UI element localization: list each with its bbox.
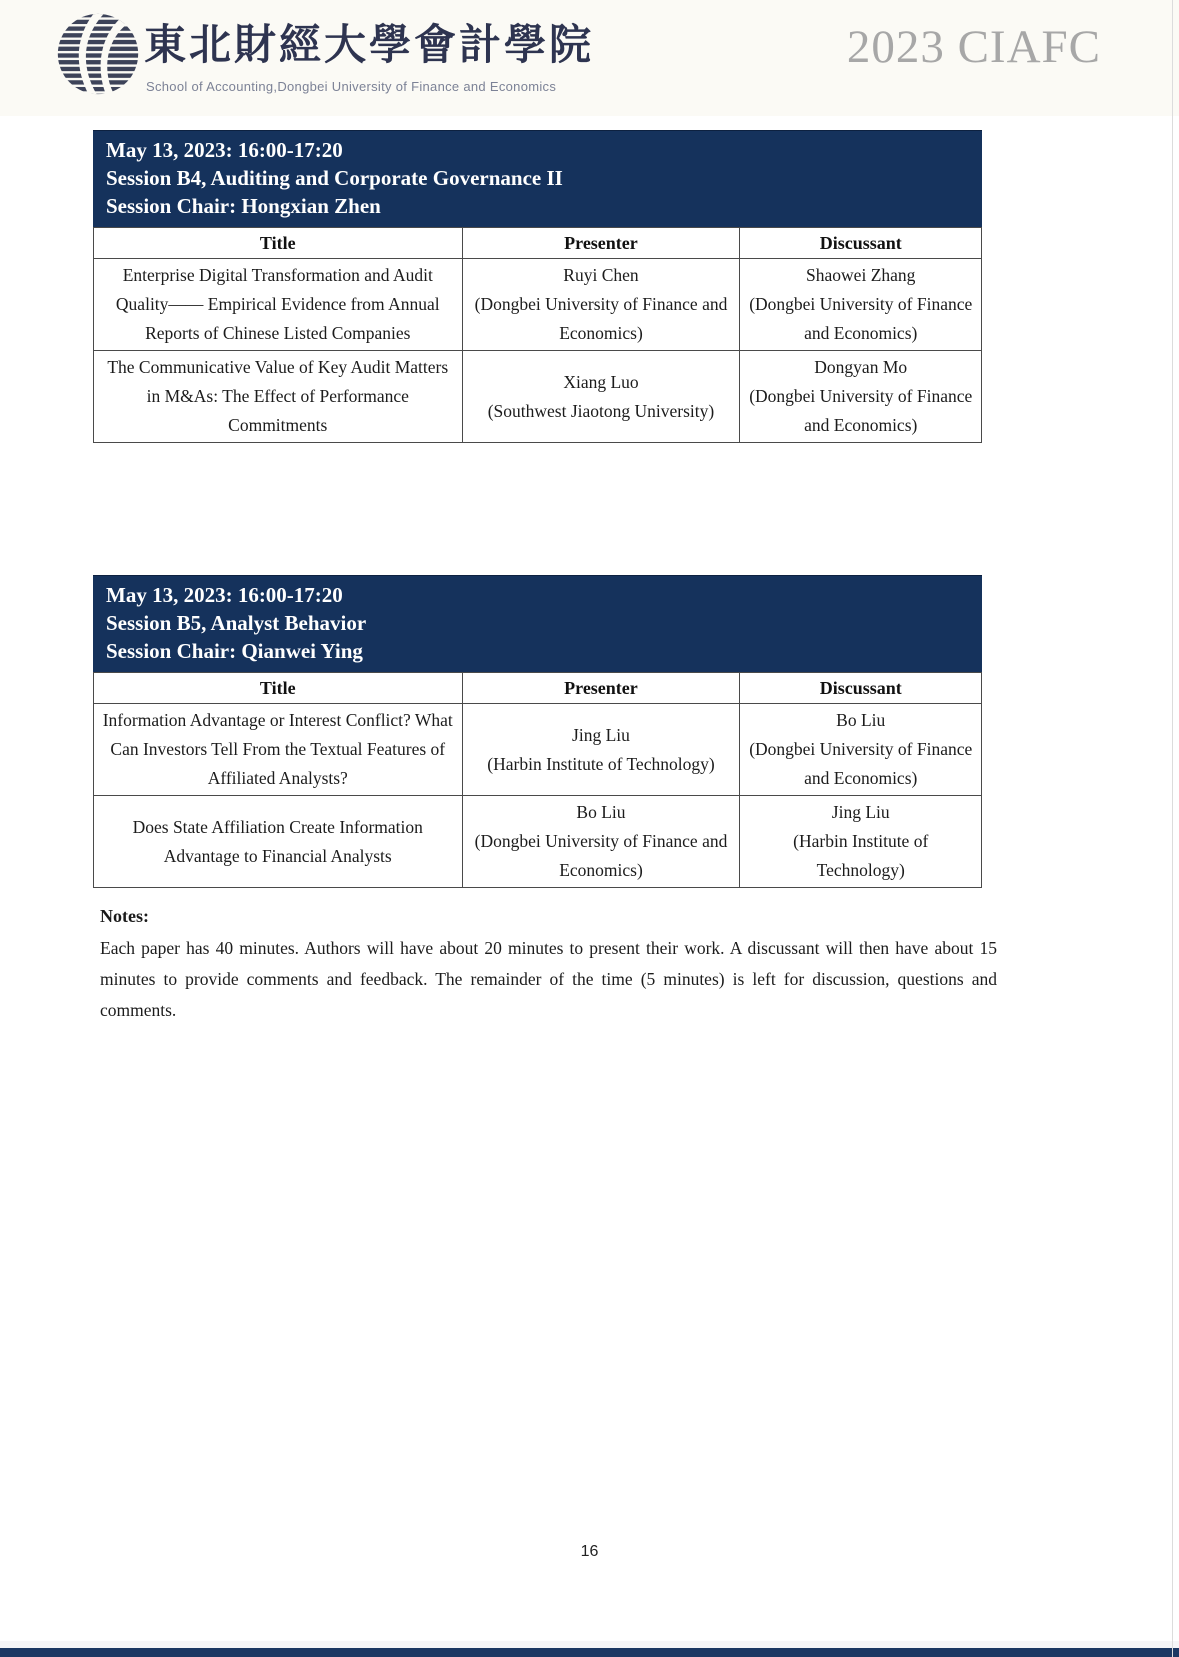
presenter-name: Jing Liu xyxy=(572,724,630,745)
session-b4-block xyxy=(93,130,982,443)
column-header-presenter: Presenter xyxy=(462,673,740,704)
notes-body: Each paper has 40 minutes. Authors will have about 20 minutes to present their work. A discussant will then have about 15 minutes to provide comments and feedback. The remainder of the time (5 minutes) is left for discussion, questions and comments. xyxy=(100,938,997,1020)
column-header-title: Title xyxy=(94,673,463,704)
discussant-affiliation: (Dongbei University of Finance and Economics) xyxy=(749,294,973,343)
column-header-discussant: Discussant xyxy=(740,228,982,259)
paper-title: Does State Affiliation Create Information Advantage to Financial Analysts xyxy=(94,796,463,888)
paper-title: The Communicative Value of Key Audit Matters in M&As: The Effect of Performance Commitments xyxy=(94,351,463,443)
table-row xyxy=(94,259,982,351)
conference-brand: 2023 CIAFC xyxy=(846,21,1101,73)
session-b4-banner xyxy=(93,130,982,227)
discussant-name: Jing Liu xyxy=(831,802,890,822)
column-header-discussant: Discussant xyxy=(740,673,982,704)
notes-label: Notes: xyxy=(100,906,149,926)
discussant-cell xyxy=(740,796,982,888)
table-row xyxy=(94,796,982,888)
discussant-affiliation: (Dongbei University of Finance and Economics) xyxy=(749,739,973,788)
page-right-edge-line xyxy=(1172,0,1173,1657)
session-b5-banner xyxy=(93,575,982,672)
page-header xyxy=(0,0,1179,116)
presenter-name: Ruyi Chen xyxy=(563,265,639,285)
discussant-cell xyxy=(740,351,982,443)
page-number: 16 xyxy=(580,1543,599,1560)
presenter-affiliation: (Harbin Institute of Technology) xyxy=(487,753,715,774)
column-header-presenter: Presenter xyxy=(462,228,740,259)
session-b4-time: May 13, 2023: 16:00-17:20 xyxy=(106,138,343,162)
discussant-name: Shaowei Zhang xyxy=(806,265,916,285)
footer-strip xyxy=(0,1641,1179,1648)
school-title-cn: 東北財經大學會計學院 xyxy=(144,23,595,69)
session-b5-title: Session B5, Analyst Behavior xyxy=(106,611,367,635)
presenter-cell xyxy=(462,796,740,888)
session-b5-table xyxy=(93,672,982,888)
presenter-affiliation: (Dongbei University of Finance and Economics) xyxy=(474,294,728,343)
footer-accent-bar xyxy=(0,1648,1179,1657)
discussant-cell xyxy=(740,704,982,796)
presenter-affiliation: (Southwest Jiaotong University) xyxy=(487,400,715,421)
session-b4-chair: Session Chair: Hongxian Zhen xyxy=(106,194,381,218)
paper-title: Enterprise Digital Transformation and Audit Quality—— Empirical Evidence from Annual Reports of Chinese Listed Companies xyxy=(94,259,463,351)
session-b5-time: May 13, 2023: 16:00-17:20 xyxy=(106,583,343,607)
discussant-affiliation: (Harbin Institute of Technology) xyxy=(793,831,929,880)
header-row xyxy=(94,228,982,259)
presenter-name: Bo Liu xyxy=(576,802,626,822)
column-header-title: Title xyxy=(94,228,463,259)
table-row xyxy=(94,704,982,796)
session-b4-table xyxy=(93,227,982,443)
discussant-affiliation: (Dongbei University of Finance and Economics) xyxy=(749,386,973,435)
presenter-name: Xiang Luo xyxy=(563,371,639,392)
session-b4-title: Session B4, Auditing and Corporate Governance II xyxy=(106,166,563,190)
discussant-cell xyxy=(740,259,982,351)
paper-title: Information Advantage or Interest Conflict? What Can Investors Tell From the Textual Features of Affiliated Analysts? xyxy=(94,704,463,796)
table-row xyxy=(94,351,982,443)
header-row xyxy=(94,673,982,704)
presenter-cell xyxy=(462,351,740,443)
discussant-name: Dongyan Mo xyxy=(814,357,908,377)
notes-section xyxy=(100,901,997,1026)
presenter-cell xyxy=(462,704,740,796)
presenter-cell xyxy=(462,259,740,351)
discussant-name: Bo Liu xyxy=(836,710,886,730)
session-b5-block xyxy=(93,575,982,888)
school-subtitle-en: School of Accounting,Dongbei University of Finance and Economics xyxy=(146,79,557,94)
globe-logo-icon xyxy=(57,13,139,95)
presenter-affiliation: (Dongbei University of Finance and Economics) xyxy=(474,831,728,880)
session-b5-chair: Session Chair: Qianwei Ying xyxy=(106,639,363,663)
